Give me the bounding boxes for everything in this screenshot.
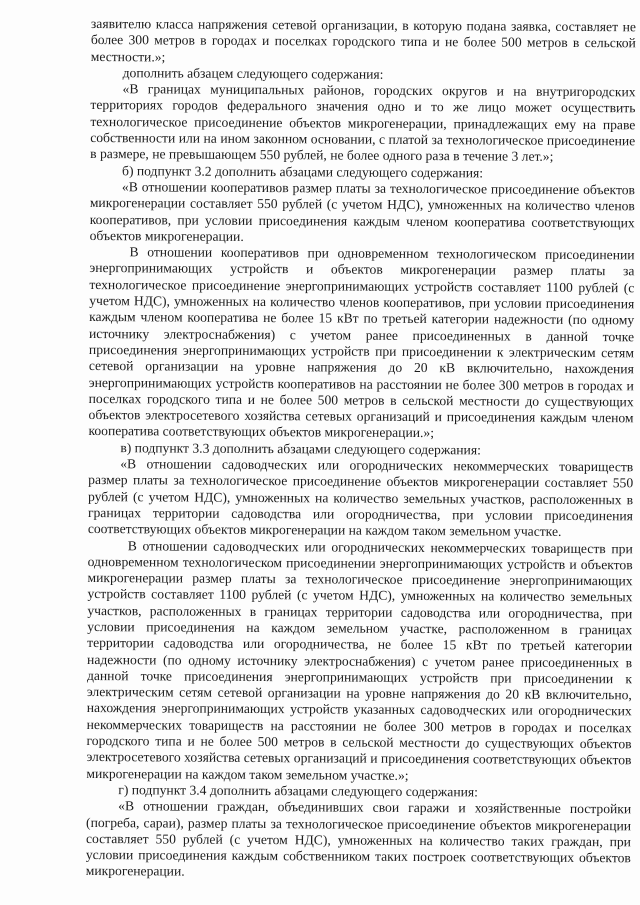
- paragraph-6: В отношении кооперативов при одновременном технологическом присоединении энергопринимающих устройств и объектов микрогенерации размер платы за технологическое присоединение энергопринимающих устройств составляет 1100 рублей (с учетом НДС), умноженных на количество членов кооперативов, при условии присоединения каждым членом кооператива не более 15 кВт по третьей категории надежности (по одному источнику электроснабжения) с учетом ранее присоединенных в данной точке присоединения энергопринимающих устройств при присоединении к электрическим сетям сетевой организации на уровне напряжения до 20 кВ включительно, нахождения энергопринимающих устройств кооперативов на расстоянии не более 300 метров в городах и поселках городского типа и не более 500 метров в сельской местности до существующих объектов электросетевого хозяйства сетевых организаций и присоединения каждым членом кооператива соответствующих объектов микрогенерации.»;: [88, 244, 635, 441]
- paragraph-9: В отношении садоводческих или огороднических некоммерческих товариществ при одновременном технологическом присоединении энергопринимающих устройств и объектов микрогенерации размер платы за технологическое присоединение энергопринимающих устройств составляет 1100 рублей (с учетом НДС), умноженных на количество земельных участков, расположенных в границах территории садоводства или огородничества, при условии присоединения на каждом земельном участке, расположенном в границах территории садоводства или огородничества, не более 15 кВт по третьей категории надежности (по одному источнику электроснабжения) с учетом ранее присоединенных в данной точке присоединения энергопринимающих устройств при присоединении к электрическим сетям сетевой организации на уровне напряжения до 20 кВ включительно, нахождения энергопринимающих устройств указанных садоводческих или огороднических некоммерческих товариществ на расстоянии не более 300 метров в городах и поселках городского типа и не более 500 метров в сельской местности до существующих объектов электросетевого хозяйства сетевых организаций и присоединения соответствующих объектов микрогенерации на каждом таком земельном участке.»;: [86, 537, 633, 783]
- paragraph-7: в) подпункт 3.3 дополнить абзацами следующего содержания:: [120, 439, 481, 458]
- paragraph-2: дополнить абзацем следующего содержания:: [122, 65, 384, 82]
- paragraph-1: заявителю класса напряжения сетевой организации, в которую подана заявка, составляет не более 300 метров в городах и поселках городского типа и не более 500 метров в сельской местности.»;: [90, 16, 636, 65]
- paragraph-3: «В границах муниципальных районов, городских округов и на внутригородских территориях городов федерального значения одно и то же лицо может осуществить технологическое присоединение объектов микрогенерации, принадлежащих ему на праве собственности или на ином законном основании, с платой за технологическое присоединение в размере, не превышающем 550 рублей, не более одного раза в течение 3 лет.»;: [90, 81, 636, 165]
- paragraph-11: «В отношении граждан, объединивших свои гаражи и хозяйственные постройки (погреба, сараи), размер платы за технологическое присоединение объектов микрогенерации составляет 550 рублей (с учетом НДС), умноженных на количество таких граждан, при условии присоединения каждым собственником таких построек соответствующих объектов микрогенерации.: [85, 798, 632, 880]
- document-body: [86, 16, 636, 883]
- paragraph-8: «В отношении садоводческих или огороднических некоммерческих товариществ размер платы за технологическое присоединение объектов микрогенерации составляет 550 рублей (с учетом НДС), умноженных на количество земельных участков, расположенных в границах территории садоводства или огородничества, при условии присоединения соответствующих объектов микрогенерации на каждом таком земельном участке.: [87, 456, 634, 540]
- paragraph-4: б) подпункт 3.2 дополнить абзацами следующего содержания:: [122, 162, 484, 181]
- paragraph-10: г) подпункт 3.4 дополнить абзацами следующего содержания:: [118, 782, 479, 800]
- paragraph-5: «В отношении кооперативов размер платы за технологическое присоединение объектов микрогенерации составляет 550 рублей (с учетом НДС), умноженных на количество членов кооперативов, при условии присоединения каждым членом кооператива соответствующих объектов микрогенерации.: [89, 179, 635, 244]
